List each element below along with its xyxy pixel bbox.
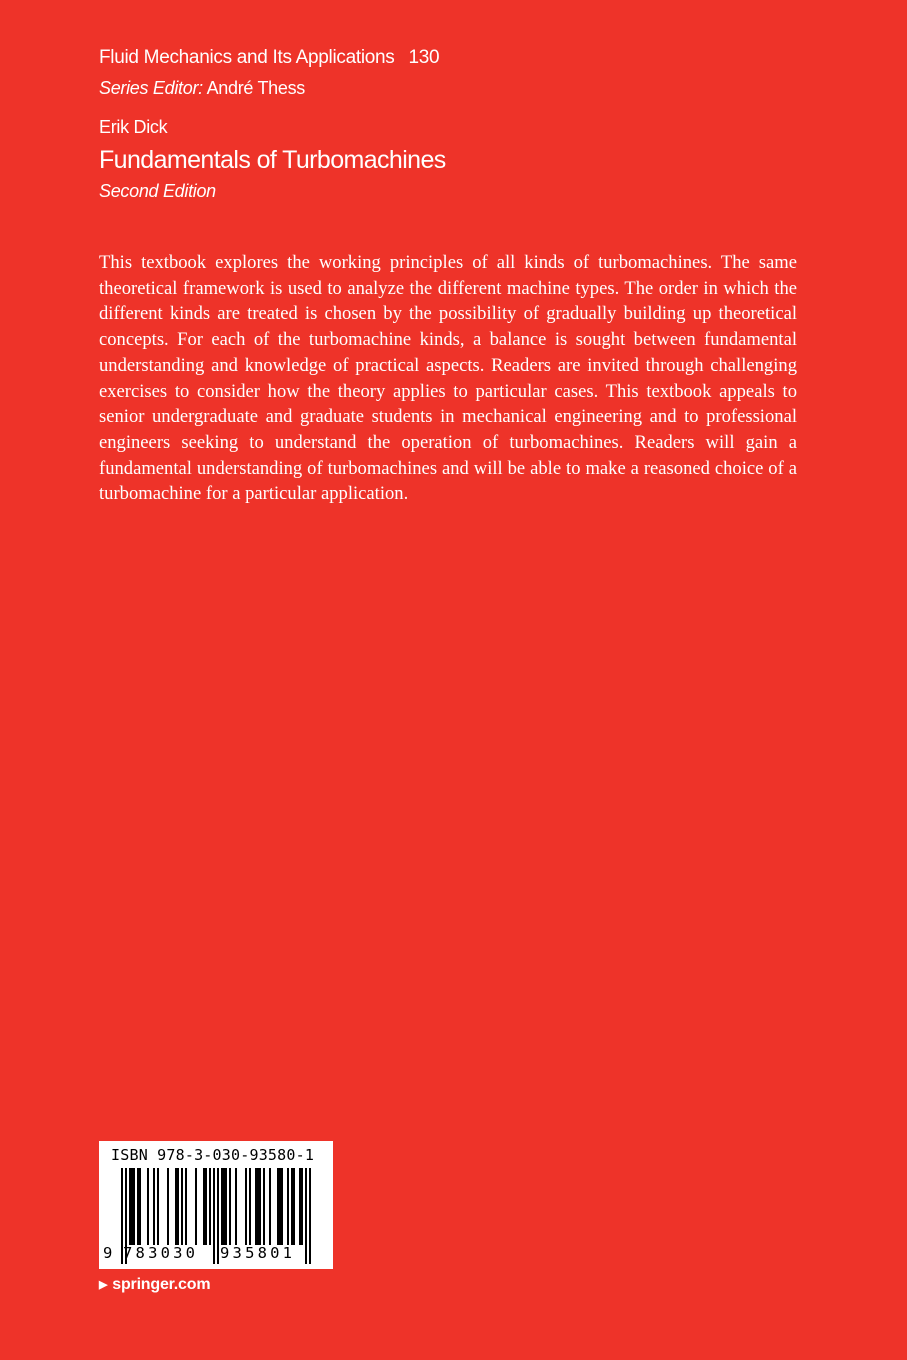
barcode-bar bbox=[277, 1168, 279, 1245]
book-title: Fundamentals of Turbomachines bbox=[99, 146, 446, 174]
book-edition: Second Edition bbox=[99, 181, 216, 201]
barcode-bar bbox=[269, 1168, 271, 1245]
barcode-bar bbox=[301, 1168, 303, 1245]
barcode-digits bbox=[103, 1241, 295, 1265]
barcode-bar bbox=[279, 1168, 281, 1245]
barcode-bar bbox=[293, 1168, 295, 1245]
barcode-bar bbox=[205, 1168, 207, 1245]
barcode-bar bbox=[299, 1168, 301, 1245]
barcode-bar bbox=[255, 1168, 257, 1245]
series-line bbox=[99, 46, 439, 70]
barcode-bar bbox=[209, 1168, 211, 1245]
barcode-digits-left: 783030 bbox=[123, 1244, 199, 1262]
barcode-guard-bar bbox=[309, 1168, 311, 1264]
barcode-bar bbox=[281, 1168, 283, 1245]
series-number: 130 bbox=[408, 47, 440, 68]
barcode-bar bbox=[235, 1168, 237, 1245]
barcode-bar bbox=[133, 1168, 135, 1245]
barcode-bar bbox=[131, 1168, 133, 1245]
barcode-bar bbox=[291, 1168, 293, 1245]
barcode-bar bbox=[139, 1168, 141, 1245]
barcode-digit-first: 9 bbox=[103, 1244, 113, 1262]
barcode-bar bbox=[153, 1168, 155, 1245]
barcode-bar bbox=[181, 1168, 183, 1245]
barcode-guard-bar bbox=[305, 1168, 307, 1264]
barcode-bar bbox=[157, 1168, 159, 1245]
book-author: Erik Dick bbox=[99, 117, 168, 137]
barcode-digits-right: 935801 bbox=[220, 1244, 296, 1262]
barcode-bar bbox=[249, 1168, 251, 1245]
isbn-barcode bbox=[99, 1141, 333, 1269]
series-name: Fluid Mechanics and Its Applications bbox=[99, 47, 395, 68]
publisher-link[interactable] bbox=[99, 1274, 210, 1296]
barcode-bar bbox=[221, 1168, 223, 1245]
barcode-bar bbox=[177, 1168, 179, 1245]
isbn-label: ISBN 978-3-030-93580-1 bbox=[111, 1146, 315, 1164]
barcode-bar bbox=[185, 1168, 187, 1245]
barcode-bar bbox=[147, 1168, 149, 1245]
barcode-bar bbox=[287, 1168, 289, 1245]
barcode-bar bbox=[259, 1168, 261, 1245]
series-editor-name: André Thess bbox=[206, 78, 306, 98]
series-editor-label: Series Editor: bbox=[99, 78, 203, 98]
series-editor bbox=[99, 76, 305, 100]
barcode-bar bbox=[257, 1168, 259, 1245]
barcode-bar bbox=[263, 1168, 265, 1245]
barcode-bar bbox=[245, 1168, 247, 1245]
play-arrow-icon: ▶ bbox=[99, 1279, 108, 1291]
barcode-bar bbox=[223, 1168, 225, 1245]
barcode-bar bbox=[137, 1168, 139, 1245]
barcode-bar bbox=[175, 1168, 177, 1245]
barcode-bar bbox=[129, 1168, 131, 1245]
publisher-website: springer.com bbox=[112, 1276, 211, 1293]
barcode-bar bbox=[167, 1168, 169, 1245]
barcode-bar bbox=[225, 1168, 227, 1245]
barcode-bar bbox=[203, 1168, 205, 1245]
barcode-bar bbox=[229, 1168, 231, 1245]
book-description: This textbook explores the working principles of all kinds of turbomachines. The same theoretical framework is used to analyze the different machine types. The order in which the different kinds are treated is chosen by the possibility of gradually building up theoretical concepts. For each of the turbomachine kinds, a balance is sought between fundamental understanding and knowledge of practical aspects. Readers are invited through challenging exercises to consider how the theory applies to particular cases. This textbook appeals to senior undergraduate and graduate students in mechanical engineering and to professional engineers seeking to understand the operation of turbomachines. Readers will gain a fundamental understanding of turbomachines and will be able to make a reasoned choice of a turbomachine for a particular application. bbox=[99, 252, 797, 505]
barcode-bar bbox=[195, 1168, 197, 1245]
